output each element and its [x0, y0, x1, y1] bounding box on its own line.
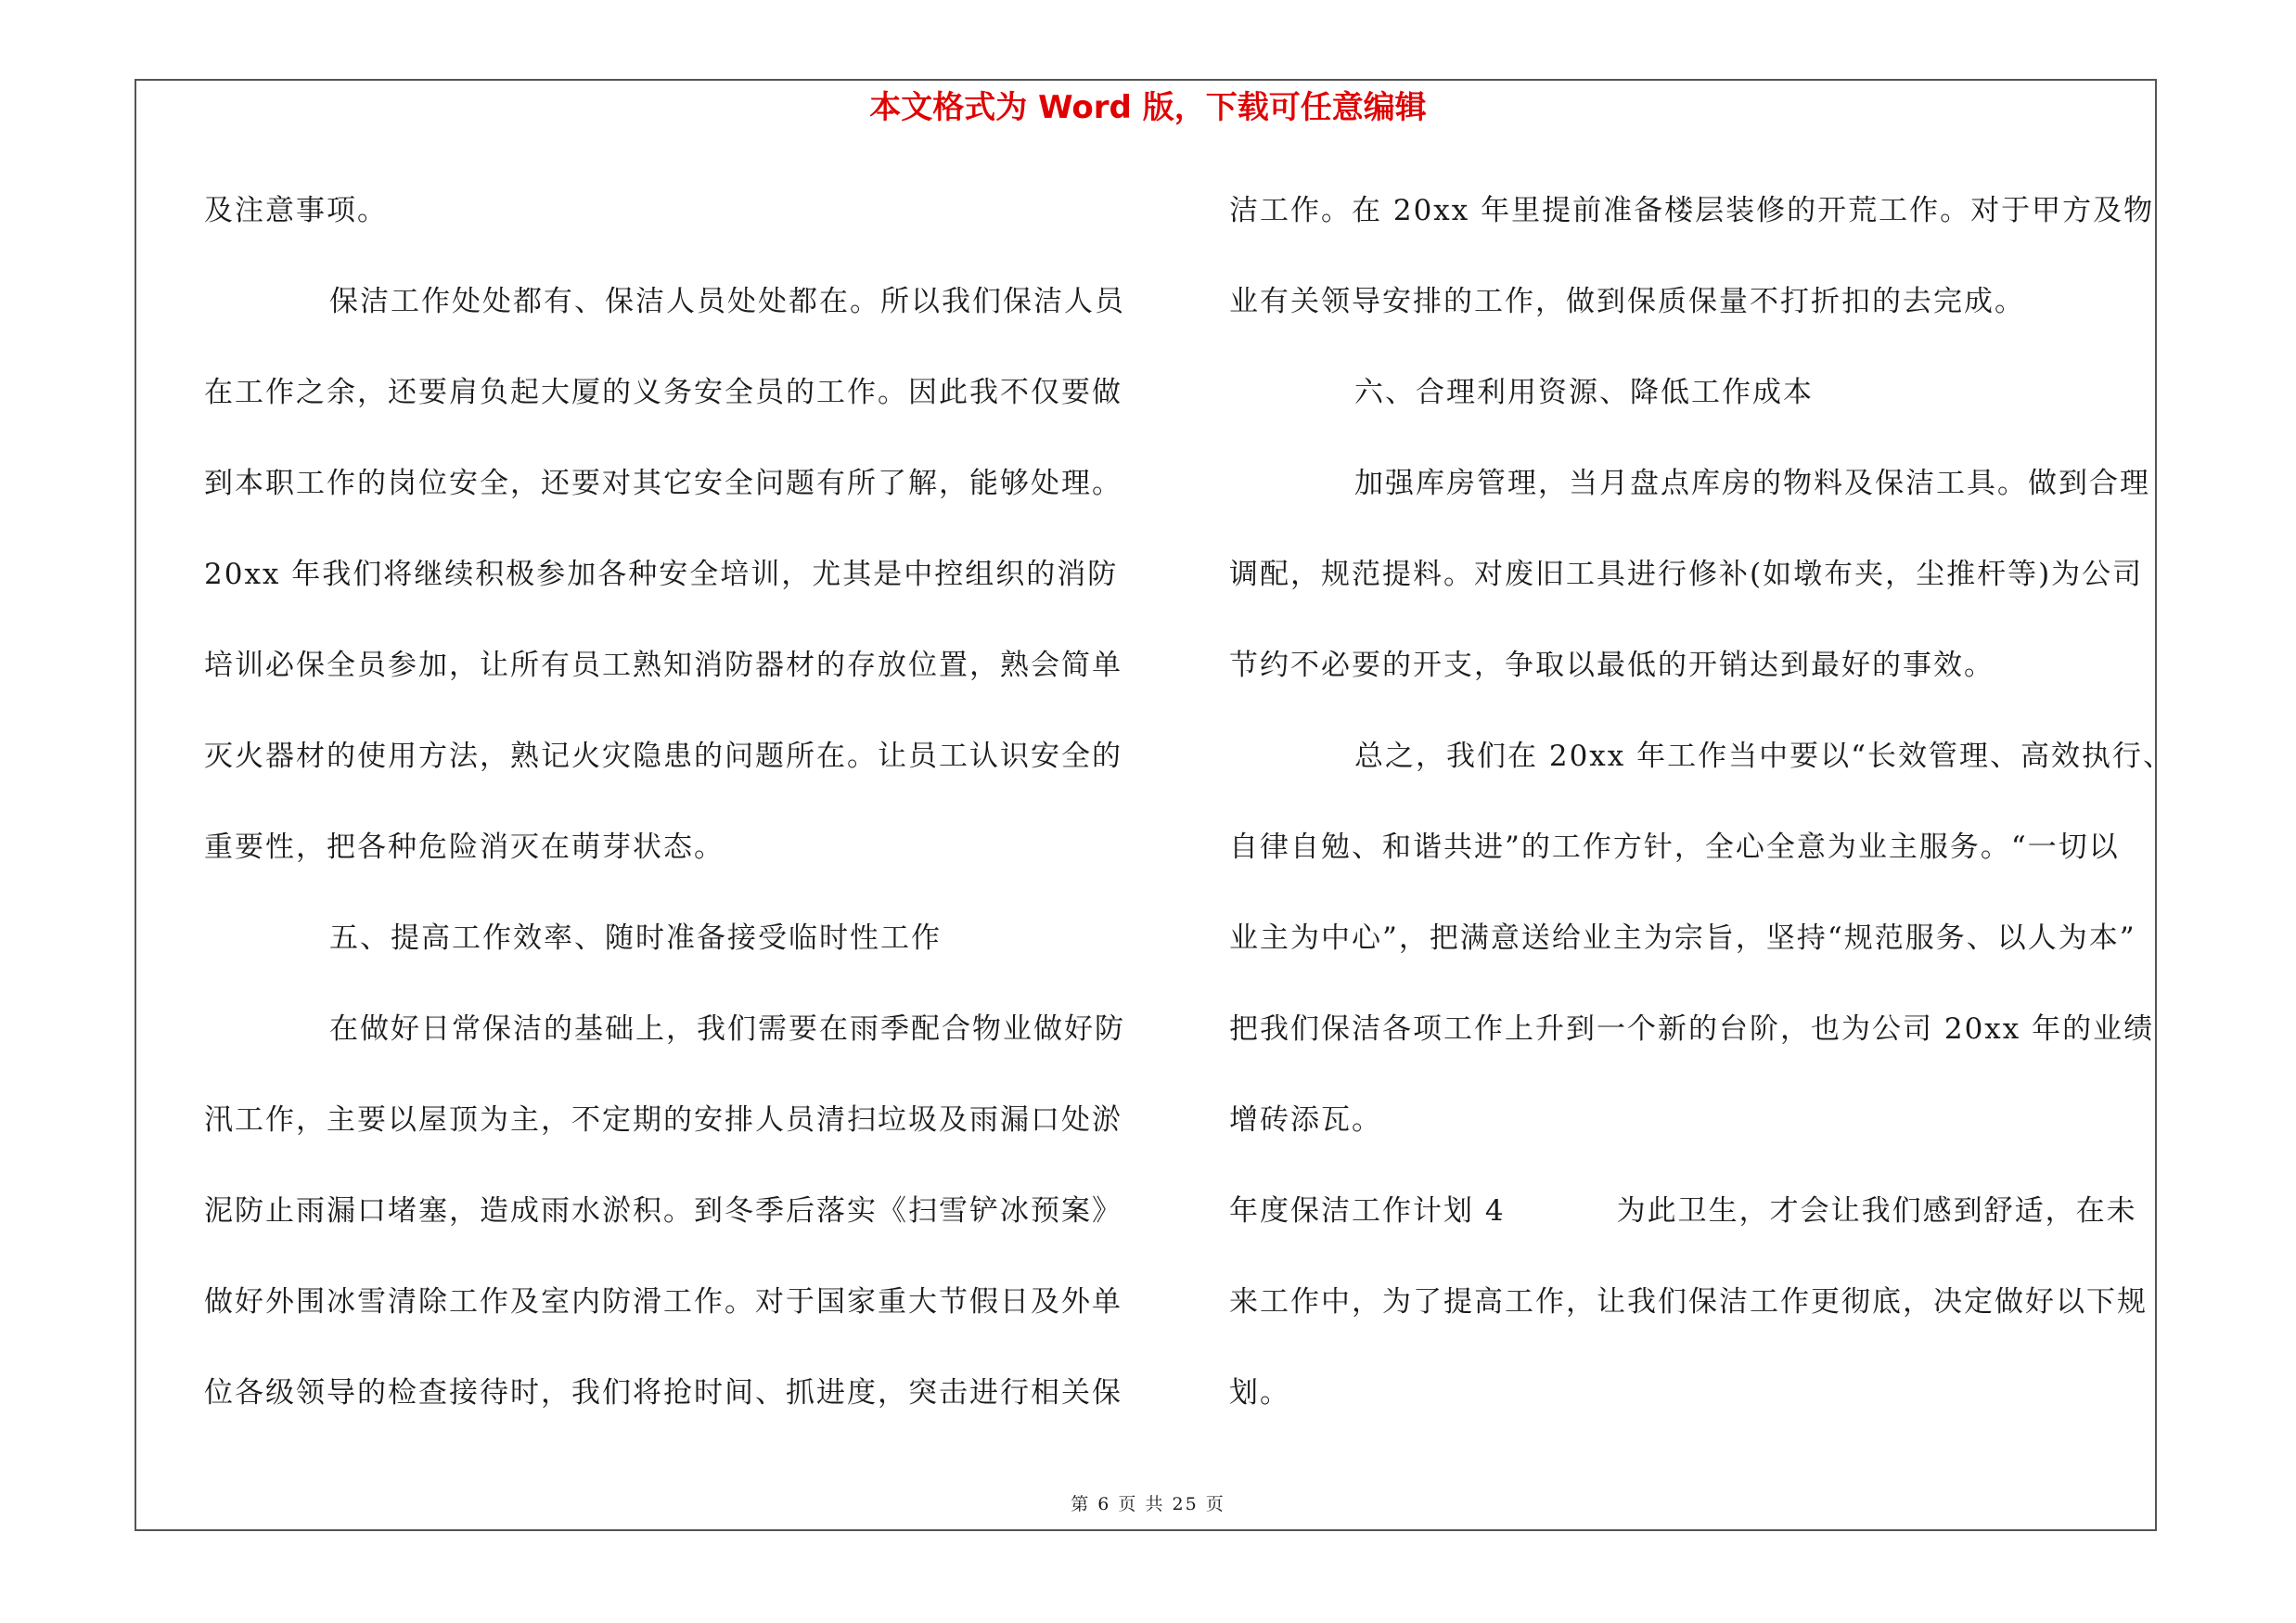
- format-banner: 本文格式为 Word 版，下载可任意编辑: [869, 89, 1427, 126]
- left-column: [204, 181, 1125, 1454]
- paragraph-line: 20xx 年我们将继续积极参加各种安全培训，尤其是中控组织的消防: [204, 558, 1119, 591]
- paragraph-line: 及注意事项。: [204, 194, 388, 227]
- paragraph-line: 来工作中，为了提高工作，让我们保洁工作更彻底，决定做好以下规: [1229, 1285, 2148, 1319]
- paragraph-line: 在做好日常保洁的基础上，我们需要在雨季配合物业做好防: [329, 1012, 1125, 1046]
- paragraph-line: 在工作之余，还要肩负起大厦的义务安全员的工作。因此我不仅要做: [204, 376, 1122, 409]
- paragraph-line: 五、提高工作效率、随时准备接受临时性工作: [329, 921, 942, 955]
- page-footer: 第 6 页 共 25 页: [1071, 1494, 1225, 1514]
- section-heading: 年度保洁工作计划 4: [1229, 1194, 1506, 1228]
- paragraph-line: 业有关领导安排的工作，做到保质保量不打折扣的去完成。: [1229, 285, 2025, 318]
- right-column: [1229, 181, 2174, 1454]
- paragraph-line: 六、合理利用资源、降低工作成本: [1354, 376, 1814, 409]
- section-heading-line: [1229, 1181, 2157, 1272]
- paragraph-line: 划。: [1229, 1376, 1290, 1410]
- paragraph-line: 洁工作。在 20xx 年里提前准备楼层装修的开荒工作。对于甲方及物: [1229, 194, 2155, 227]
- paragraph-line: 加强库房管理，当月盘点库房的物料及保洁工具。做到合理: [1354, 467, 2150, 500]
- paragraph-line: 把我们保洁各项工作上升到一个新的台阶，也为公司 20xx 年的业绩: [1229, 1012, 2155, 1046]
- paragraph-line: 总之，我们在 20xx 年工作当中要以“长效管理、高效执行、: [1354, 740, 2174, 773]
- paragraph-line: 重要性，把各种危险消灭在萌芽状态。: [204, 831, 725, 864]
- paragraph-line: 做好外围冰雪清除工作及室内防滑工作。对于国家重大节假日及外单: [204, 1285, 1122, 1319]
- paragraph-line: 节约不必要的开支，争取以最低的开销达到最好的事效。: [1229, 649, 1995, 682]
- paragraph-line: 调配，规范提料。对废旧工具进行修补(如墩布夹，尘推杆等)为公司: [1229, 558, 2144, 591]
- paragraph-line: 灭火器材的使用方法，熟记火灾隐患的问题所在。让员工认识安全的: [204, 740, 1122, 773]
- paragraph-line: 泥防止雨漏口堵塞，造成雨水淤积。到冬季后落实《扫雪铲冰预案》: [204, 1194, 1122, 1228]
- heading-gap: [1506, 1181, 1617, 1272]
- paragraph-line: 到本职工作的岗位安全，还要对其它安全问题有所了解，能够处理。: [204, 467, 1122, 500]
- paragraph-text: 为此卫生，才会让我们感到舒适，在未: [1616, 1194, 2137, 1228]
- paragraph-line: 保洁工作处处都有、保洁人员处处都在。所以我们保洁人员: [329, 285, 1125, 318]
- paragraph-line: 位各级领导的检查接待时，我们将抢时间、抓进度，突击进行相关保: [204, 1376, 1122, 1410]
- paragraph-line: 业主为中心”，把满意送给业主为宗旨，坚持“规范服务、以人为本”: [1229, 921, 2136, 955]
- paragraph-line: 培训必保全员参加，让所有员工熟知消防器材的存放位置，熟会简单: [204, 649, 1122, 682]
- paragraph-line: 汛工作，主要以屋顶为主，不定期的安排人员清扫垃圾及雨漏口处淤: [204, 1103, 1122, 1137]
- paragraph-line: 增砖添瓦。: [1229, 1103, 1382, 1137]
- paragraph-line: 自律自勉、和谐共进”的工作方针，全心全意为业主服务。“一切以: [1229, 831, 2120, 864]
